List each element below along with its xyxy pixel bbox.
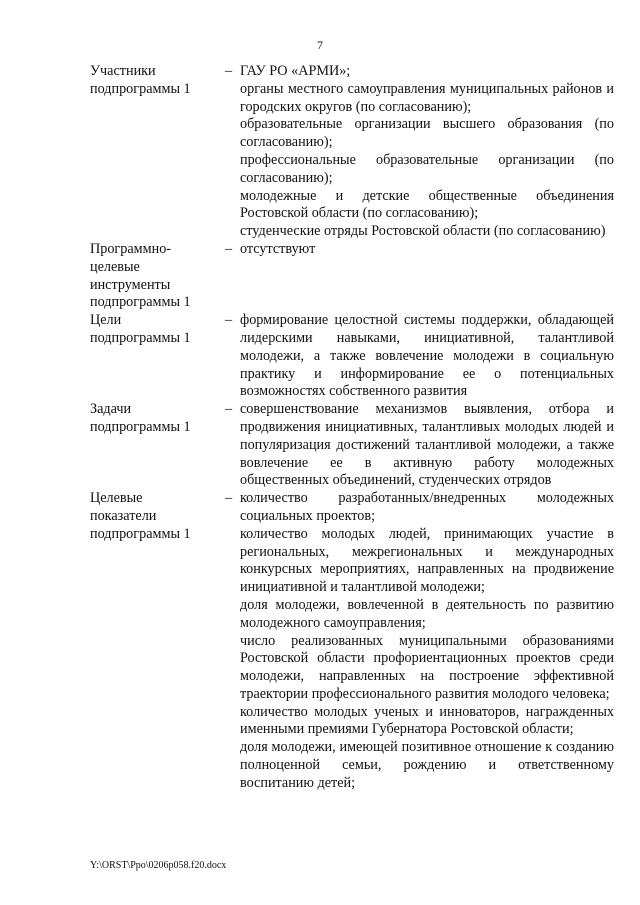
- row-value-item: количество молодых ученых и инноваторов, награжденных именными премиями Губернатора Ростовской области;: [240, 703, 614, 738]
- row-label-line: Цели: [90, 312, 122, 329]
- row-value-item: число реализованных муниципальными образованиями Ростовской области профориентационных проектов среди молодежи, направленных на построение эффективной траектории профессионального развития молодого человека;: [240, 632, 614, 702]
- table-row: [90, 241, 614, 312]
- row-value-item: количество молодых людей, принимающих участие в региональных, межрегиональных и международных конкурсных мероприятиях, направленных на продвижение инициативной и талантливой молодежи;: [240, 525, 614, 596]
- row-label: [90, 63, 225, 241]
- row-dash: –: [225, 240, 233, 257]
- row-value-item: ГАУ РО «АРМИ»;: [240, 63, 351, 79]
- row-value-item: профессиональные образовательные организации (по согласованию);: [240, 151, 614, 186]
- row-dash: –: [225, 490, 233, 507]
- passport-table: [90, 63, 614, 793]
- row-label-line: целевые: [90, 258, 140, 275]
- row-label-line: Участники: [90, 63, 156, 79]
- row-label-line: подпрограммы 1: [90, 294, 191, 311]
- row-value-item: количество разработанных/внедренных молодежных социальных проектов;: [240, 490, 614, 524]
- row-label-line: подпрограммы 1: [90, 525, 191, 542]
- row-label: [90, 312, 225, 401]
- row-value-item: органы местного самоуправления муниципальных районов и городских округов (по согласованию);: [240, 80, 614, 115]
- row-value: [240, 401, 614, 490]
- row-value-item: формирование целостной системы поддержки, обладающей лидерскими навыками, инициативной, талантливой молодежи, а также вовлечение молодежи в социальную практику и информирование ее о потенциальных возможностях собственного развития: [240, 312, 614, 400]
- row-label-line: показатели: [90, 507, 157, 524]
- row-value-item: доля молодежи, вовлеченной в деятельность по развитию молодежного самоуправления;: [240, 596, 614, 631]
- row-label-line: Программно-: [90, 240, 172, 257]
- table-row: [90, 63, 614, 241]
- row-value-item: совершенствование механизмов выявления, отбора и продвижения инициативных, талантливых молодых людей и популяризация достижений талантливой молодежи, а также вовлечение ее в активную работу молодежных общественных объединений, студенческих отрядов: [240, 401, 614, 489]
- row-label-line: инструменты: [90, 276, 171, 293]
- row-label-line: Задачи: [90, 401, 132, 418]
- row-value-item: отсутствуют: [240, 240, 316, 257]
- row-value: [240, 63, 614, 241]
- row-label-line: подпрограммы 1: [90, 418, 191, 435]
- row-label: [90, 241, 225, 312]
- row-label-line: подпрограммы 1: [90, 329, 191, 346]
- row-label: [90, 490, 225, 793]
- table-row: [90, 490, 614, 793]
- row-label: [90, 401, 225, 490]
- row-dash: –: [225, 312, 233, 329]
- page-number: 7: [317, 38, 323, 52]
- row-label-line: Целевые: [90, 490, 143, 507]
- table-row: [90, 312, 614, 401]
- row-dash: –: [225, 401, 233, 418]
- file-path-footer: Y:\ORST\Ppo\0206p058.f20.docx: [90, 860, 227, 871]
- row-value-item: доля молодежи, имеющей позитивное отношение к созданию полноценной семьи, рождению и ответственному воспитанию детей;: [240, 739, 614, 791]
- row-value: [240, 241, 614, 312]
- row-label-line: подпрограммы 1: [90, 80, 191, 97]
- row-value: [240, 490, 614, 793]
- row-value: [240, 312, 614, 401]
- table-row: [90, 401, 614, 490]
- row-value-item: образовательные организации высшего образования (по согласованию);: [240, 116, 614, 151]
- row-value-item: молодежные и детские общественные объединения Ростовской области (по согласованию);: [240, 187, 614, 222]
- row-value-item: студенческие отряды Ростовской области (по согласованию): [240, 223, 606, 240]
- row-dash: –: [225, 63, 233, 79]
